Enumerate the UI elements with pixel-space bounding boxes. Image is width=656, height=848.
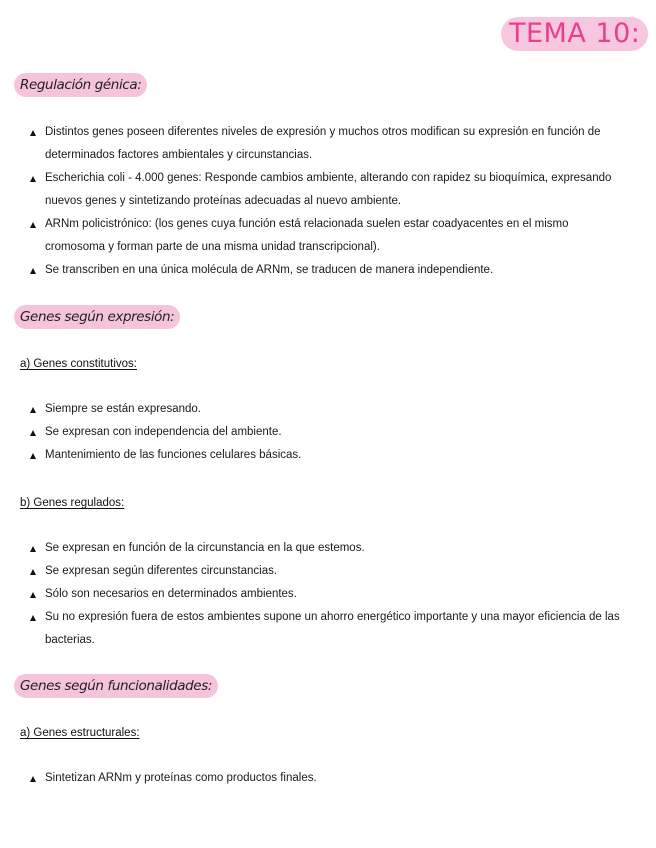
list-item-text: Se expresan con independencia del ambiente. xyxy=(45,426,282,438)
triangle-bullet-icon xyxy=(30,592,36,598)
triangle-bullet-icon xyxy=(30,222,36,228)
subheading-constitutivos: a) Genes constitutivos: xyxy=(20,358,137,370)
triangle-bullet-icon xyxy=(30,130,36,136)
section-heading-expresion: Genes según expresión: xyxy=(14,305,180,329)
list-item-text: Su no expresión fuera de estos ambientes supone un ahorro energético importante y una mayor eficiencia de las bacterias. xyxy=(45,611,620,646)
list-item-text: Distintos genes poseen diferentes niveles de expresión y muchos otros modifican su expresión en función de determinados factores ambientales y circunstancias. xyxy=(45,126,601,161)
list-item xyxy=(30,421,620,444)
list-item xyxy=(30,259,620,282)
list-item xyxy=(30,537,620,560)
list-item xyxy=(30,583,620,606)
subheading-estructurales: a) Genes estructurales: xyxy=(20,727,140,739)
list-item xyxy=(30,606,620,652)
list-item-text: Siempre se están expresando. xyxy=(45,403,201,415)
triangle-bullet-icon xyxy=(30,776,36,782)
triangle-bullet-icon xyxy=(30,453,36,459)
list-item-text: Se expresan según diferentes circunstancias. xyxy=(45,565,278,577)
page-title: TEMA 10: xyxy=(501,17,648,51)
list-item-text: Escherichia coli - 4.000 genes: Responde cambios ambiente, alterando con rapidez su bioquímica, expresando nuevos genes y sintetizando proteínas adecuadas al nuevo ambiente. xyxy=(45,172,612,207)
constitutivos-bullet-list xyxy=(30,398,620,467)
triangle-bullet-icon xyxy=(30,407,36,413)
triangle-bullet-icon xyxy=(30,430,36,436)
list-item-text: Mantenimiento de las funciones celulares básicas. xyxy=(45,449,302,461)
list-item xyxy=(30,560,620,583)
list-item xyxy=(30,167,620,213)
estructurales-bullet-list xyxy=(30,767,620,790)
subheading-regulados: b) Genes regulados: xyxy=(20,497,125,509)
regulados-bullet-list xyxy=(30,537,620,652)
section-heading-regulacion: Regulación génica: xyxy=(14,73,147,97)
list-item-text: Se expresan en función de la circunstancia en la que estemos. xyxy=(45,542,365,554)
list-item-text: ARNm policistrónico: (los genes cuya función está relacionada suelen estar coadyacentes en el mismo cromosoma y forman parte de una misma unidad transcripcional). xyxy=(45,218,569,253)
list-item-text: Sintetizan ARNm y proteínas como productos finales. xyxy=(45,772,317,784)
triangle-bullet-icon xyxy=(30,615,36,621)
triangle-bullet-icon xyxy=(30,546,36,552)
list-item xyxy=(30,121,620,167)
triangle-bullet-icon xyxy=(30,569,36,575)
section-heading-funcionalidades: Genes según funcionalidades: xyxy=(14,674,218,698)
list-item xyxy=(30,767,620,790)
list-item xyxy=(30,213,620,259)
list-item xyxy=(30,398,620,421)
regulacion-bullet-list xyxy=(30,121,620,282)
list-item-text: Se transcriben en una única molécula de ARNm, se traducen de manera independiente. xyxy=(45,264,494,276)
list-item-text: Sólo son necesarios en determinados ambientes. xyxy=(45,588,297,600)
triangle-bullet-icon xyxy=(30,268,36,274)
triangle-bullet-icon xyxy=(30,176,36,182)
list-item xyxy=(30,444,620,467)
